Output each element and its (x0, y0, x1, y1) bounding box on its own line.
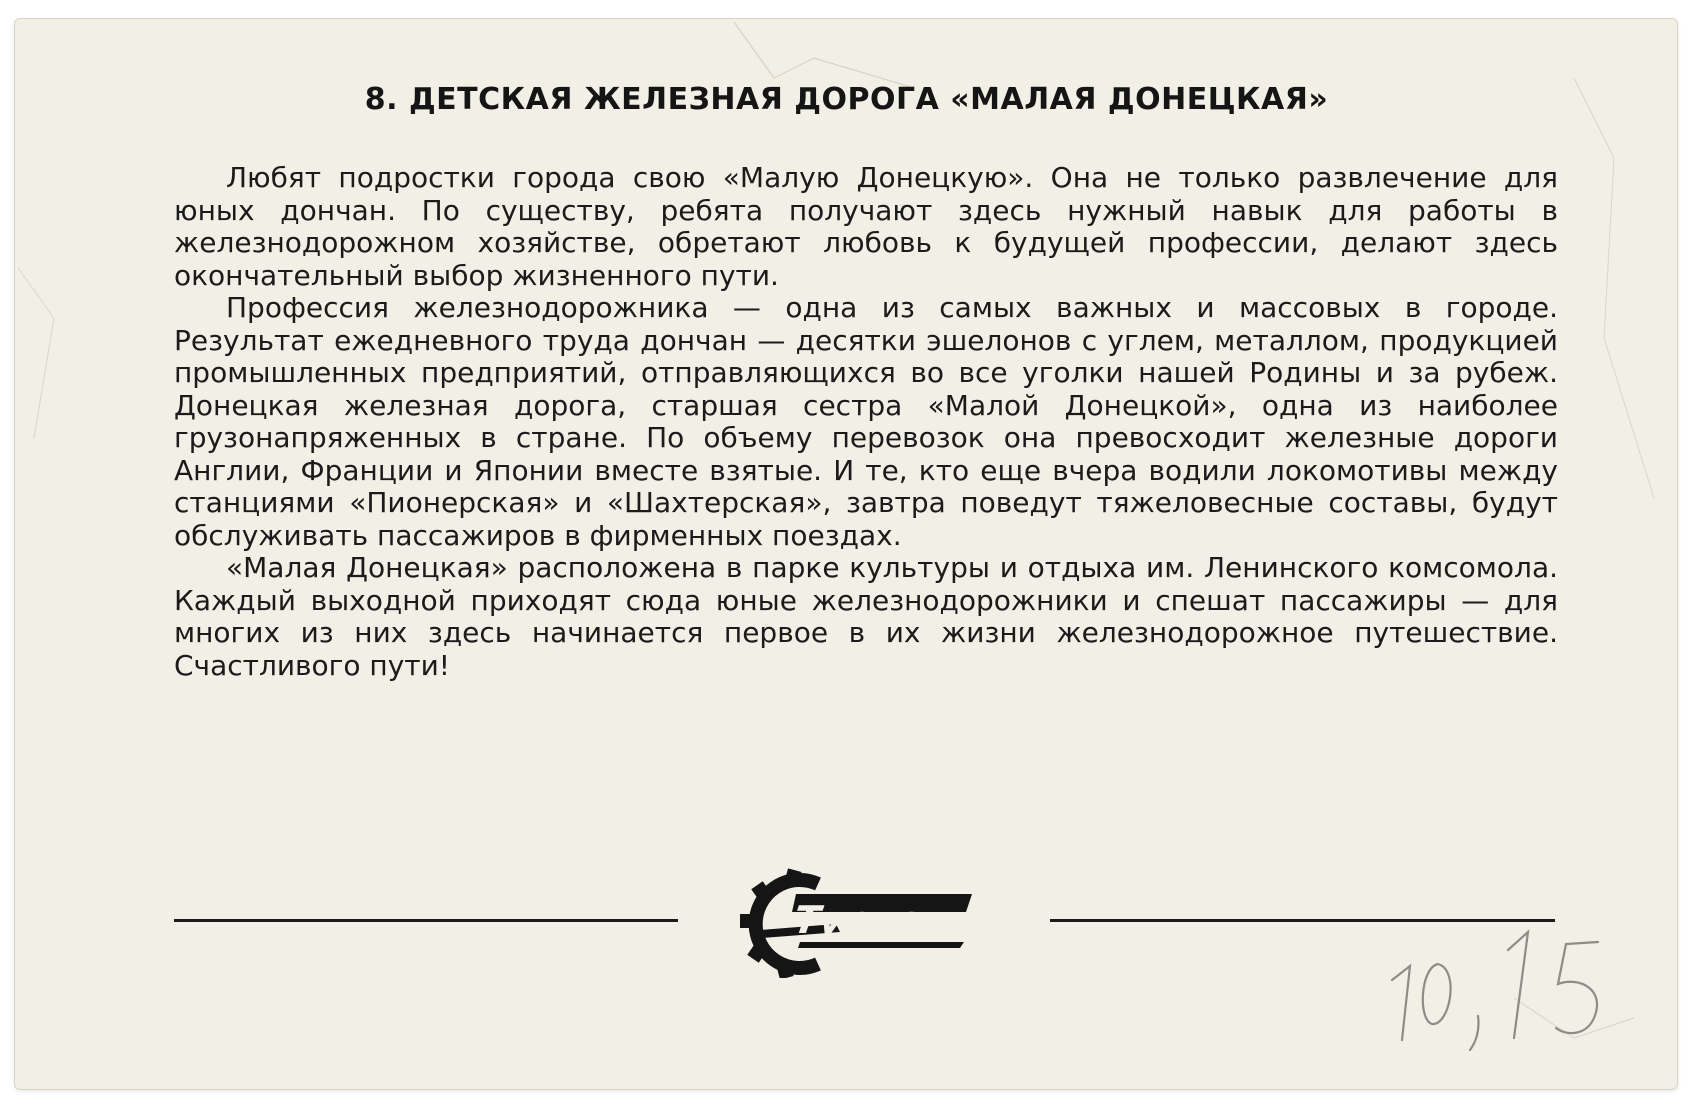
postcard-body (174, 162, 1558, 682)
handwritten-pencil-mark (1380, 920, 1640, 1060)
paragraph: Профессия железнодорожника — одна из самых важных и массовых в городе. Результат ежедневного труда дончан — десятки эшелонов с углем, металлом, продукцией промышленных предприятий, отправляющихся во все уголки нашей Родины и за рубеж. Донецкая железная дорога, старшая сестра «Малой Донецкой», одна из наиболее грузонапряженных в стране. По объему перевозок она превосходит железные дороги Англии, Франции и Японии вместе взятые. И те, кто еще вчера водили локомотивы между станциями «Пионерская» и «Шахтерская», завтра поведут тяжеловесные составы, будут обслуживать пассажиров в фирменных поездах. (174, 291, 1558, 552)
divider-left (174, 919, 678, 922)
paragraph: Любят подростки города свою «Малую Донецкую». Она не только развлечение для юных дончан. По существу, ребята получают здесь нужный навык для работы в железнодорожном хозяйстве, обретают любовь к будущей профессии, делают здесь окончательный выбор жизненного пути. (174, 161, 1558, 292)
postcard-title: 8. ДЕТСКАЯ ЖЕЛЕЗНАЯ ДОРОГА «МАЛАЯ ДОНЕЦКАЯ» (364, 82, 1329, 117)
paragraph: «Малая Донецкая» расположена в парке культуры и отдыха им. Ленинского комсомола. Каждый выходной приходят сюда юные железнодорожники и спешат пассажиры — для многих из них здесь начинается первое в их жизни железнодорожное путешествие. Счастливого пути! (174, 551, 1558, 682)
logo-wordmark: Турист (790, 898, 941, 942)
publisher-logo (740, 868, 990, 978)
